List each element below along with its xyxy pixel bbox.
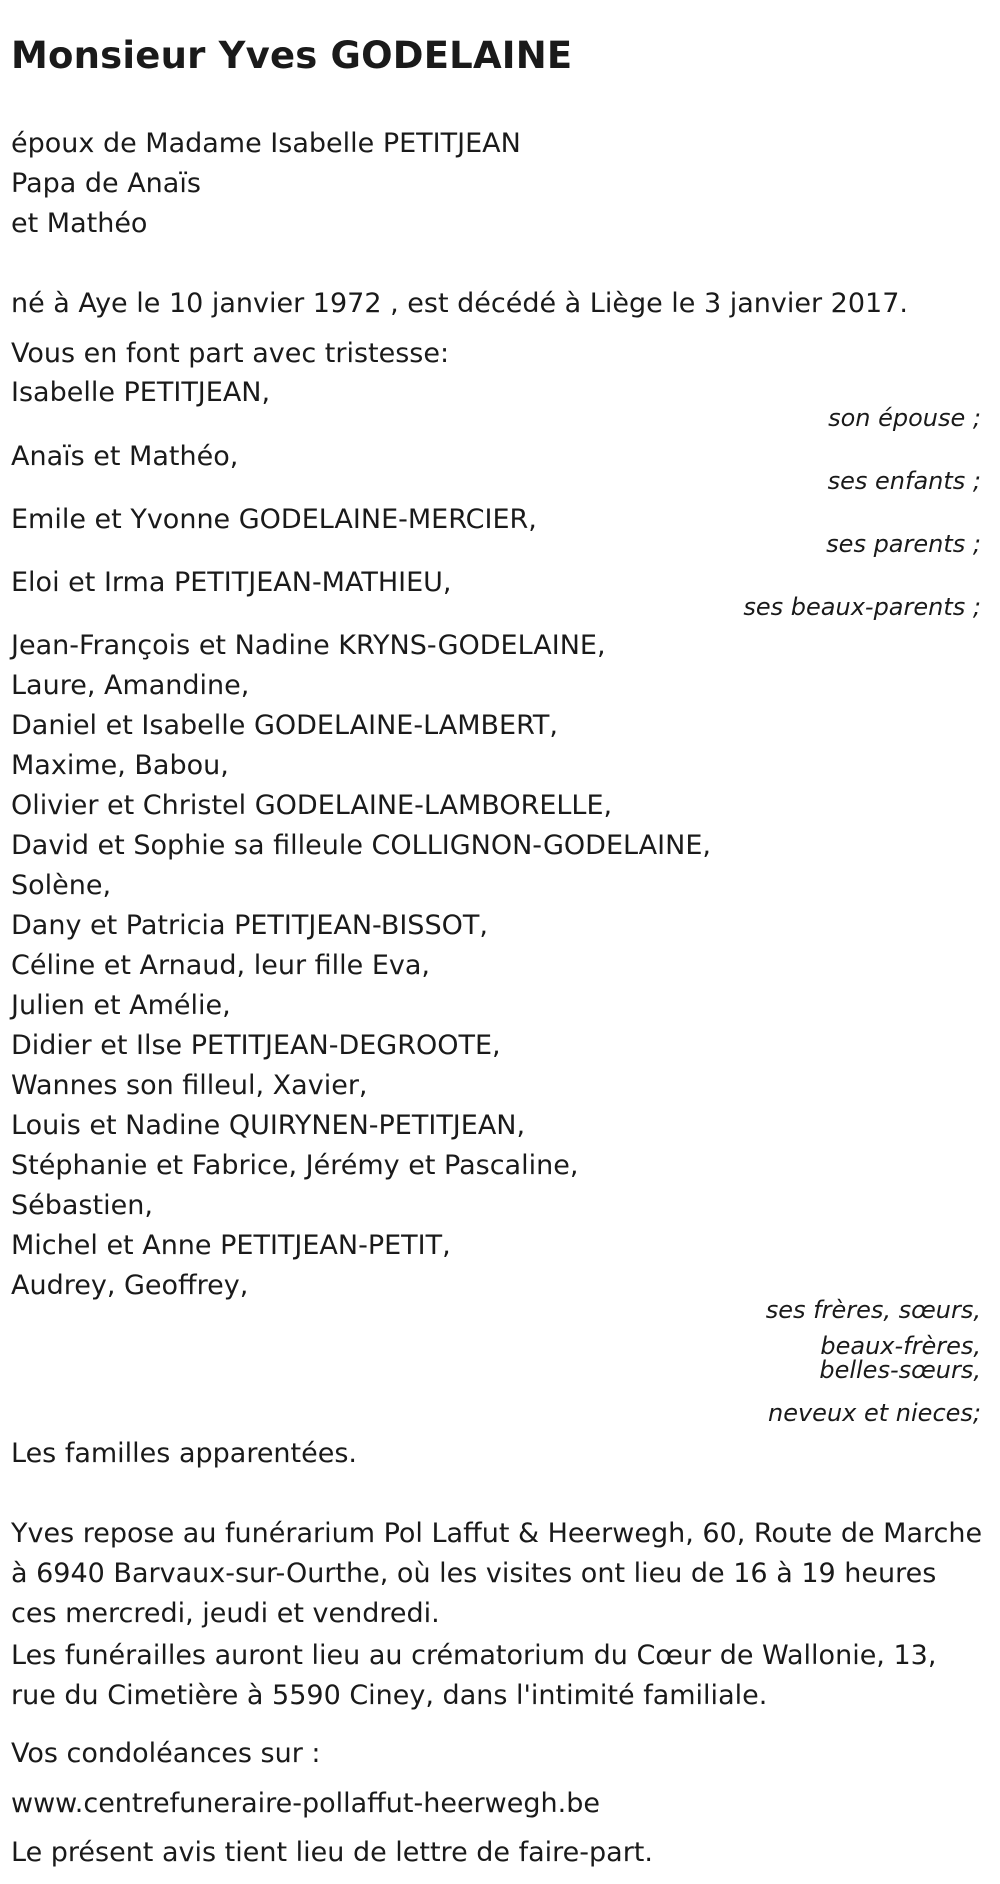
siblings-role: neveux et nieces; <box>768 1399 981 1427</box>
sibling-line: Olivier et Christel GODELAINE-LAMBORELLE, <box>11 790 613 821</box>
notice-line: Le présent avis tient lieu de lettre de faire-part. <box>11 1837 653 1868</box>
family-role: ses enfants ; <box>827 467 981 495</box>
family-role: son épouse ; <box>828 404 981 432</box>
condolences-line: Vos condoléances sur : <box>11 1738 321 1769</box>
sibling-line: Julien et Amélie, <box>11 990 231 1021</box>
sibling-line: Jean-François et Nadine KRYNS-GODELAINE, <box>11 630 606 661</box>
family-role: ses beaux-parents ; <box>743 593 981 621</box>
siblings-list <box>11 626 989 1306</box>
sibling-line: Stéphanie et Fabrice, Jérémy et Pascaline, <box>11 1150 579 1181</box>
intro-block <box>11 124 989 244</box>
repose-paragraph: Yves repose au funérarium Pol Laffut & Heerwegh, 60, Route de Marche à 6940 Barvaux-sur-Ourthe, où les visites ont lieu de 16 à 19 heures ces mercredi, jeudi et vendredi. <box>11 1518 983 1629</box>
sibling-line: Louis et Nadine QUIRYNEN-PETITJEAN, <box>11 1110 526 1141</box>
sibling-line: Maxime, Babou, <box>11 750 229 781</box>
sibling-line: Daniel et Isabelle GODELAINE-LAMBERT, <box>11 710 558 741</box>
sibling-line: Didier et Ilse PETITJEAN-DEGROOTE, <box>11 1030 501 1061</box>
siblings-role: beaux-frères, <box>820 1332 981 1360</box>
family-name: Emile et Yvonne GODELAINE-MERCIER, <box>11 504 537 535</box>
siblings-role: belles-sœurs, <box>819 1356 981 1384</box>
intro-line: époux de Madame Isabelle PETITJEAN <box>11 128 521 159</box>
family-name: Isabelle PETITJEAN, <box>11 377 271 408</box>
sibling-line: Wannes son filleul, Xavier, <box>11 1070 368 1101</box>
sibling-line: Sébastien, <box>11 1190 153 1221</box>
funeral-paragraph: Les funérailles auront lieu au crématorium du Cœur de Wallonie, 13, rue du Cimetière à 5590 Ciney, dans l'intimité familiale. <box>11 1640 937 1711</box>
intro-line: et Mathéo <box>11 208 148 239</box>
sibling-line: David et Sophie sa filleule COLLIGNON-GODELAINE, <box>11 830 711 861</box>
sibling-line: Audrey, Geoffrey, <box>11 1270 249 1301</box>
family-name: Eloi et Irma PETITJEAN-MATHIEU, <box>11 567 452 598</box>
family-name: Anaïs et Mathéo, <box>11 441 239 472</box>
sibling-line: Michel et Anne PETITJEAN-PETIT, <box>11 1230 451 1261</box>
sibling-line: Dany et Patricia PETITJEAN-BISSOT, <box>11 910 488 941</box>
siblings-role: ses frères, sœurs, <box>765 1296 981 1324</box>
intro-line: Papa de Anaïs <box>11 168 201 199</box>
sibling-line: Céline et Arnaud, leur fille Eva, <box>11 950 431 981</box>
page-title: Monsieur Yves GODELAINE <box>11 34 573 77</box>
sibling-line: Laure, Amandine, <box>11 670 250 701</box>
related-families: Les familles apparentées. <box>11 1438 358 1469</box>
family-role: ses parents ; <box>826 530 981 558</box>
announcement-line: Vous en font part avec tristesse: <box>11 338 450 369</box>
birth-death-line: né à Aye le 10 janvier 1972 , est décédé à Liège le 3 janvier 2017. <box>11 288 908 319</box>
sibling-line: Solène, <box>11 870 112 901</box>
website-link[interactable]: www.centrefuneraire-pollaffut-heerwegh.be <box>11 1788 600 1819</box>
